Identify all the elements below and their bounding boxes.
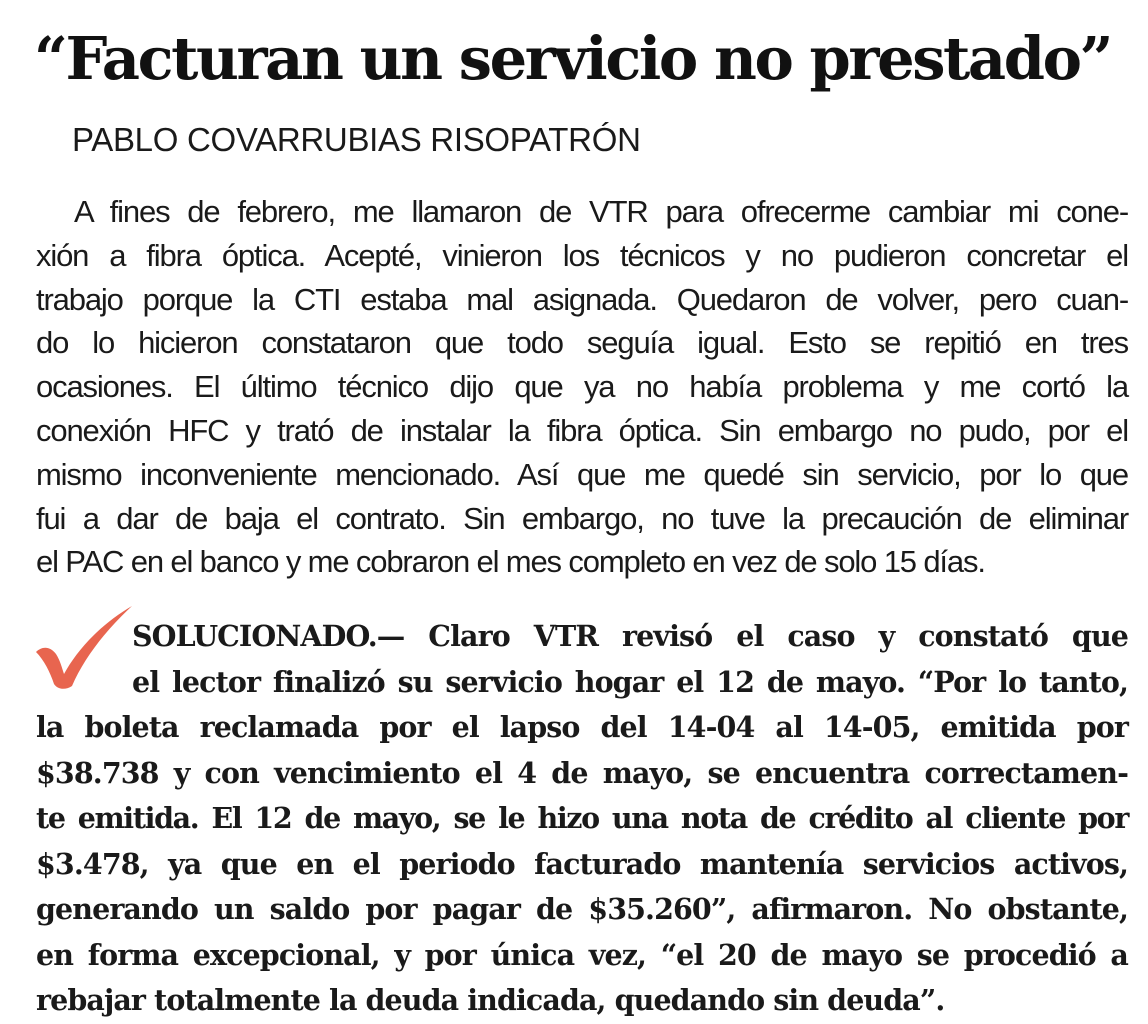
letter-line: conexión HFC y trató de instalar la fibra óptica. Sin embargo no pudo, por el [36,412,1128,448]
response-line: en forma excepcional, y por única vez, “el 20 de mayo se procedió a [36,937,1128,972]
letter-line: xión a fibra óptica. Acepté, vinieron los técnicos y no pudieron concretar el [36,237,1128,273]
letter-line: do lo hicieron constataron que todo seguía igual. Esto se repitió en tres [36,325,1128,361]
response-line: SOLUCIONADO.— Claro VTR revisó el caso y constató que [132,619,1128,653]
company-response [36,614,1128,1024]
reader-letter [36,190,1128,584]
byline: PABLO COVARRUBIAS RISOPATRÓN [72,121,641,158]
response-line: te emitida. El 12 de mayo, se le hizo una nota de crédito al cliente por [36,801,1128,835]
response-line: $38.738 y con vencimiento el 4 de mayo, se encuentra correctamen- [36,755,1128,790]
letter-line: mismo inconveniente mencionado. Así que me quedé sin servicio, por lo que [36,456,1128,492]
letter-line: A fines de febrero, me llamaron de VTR para ofrecerme cambiar mi cone- [74,194,1128,229]
response-line: generando un saldo por pagar de $35.260”, afirmaron. No obstante, [36,892,1128,926]
response-line: $3.478, ya que en el periodo facturado mantenía servicios activos, [36,846,1128,881]
letter-line: fui a dar de baja el contrato. Sin embargo, no tuve la precaución de eliminar [36,500,1128,536]
response-line: la boleta reclamada por el lapso del 14-04 al 14-05, emitida por [36,710,1128,744]
letter-line: trabajo porque la CTI estaba mal asignada. Quedaron de volver, pero cuan- [36,281,1128,317]
response-line: el lector finalizó su servicio hogar el 12 de mayo. “Por lo tanto, [132,664,1128,699]
letter-line: el PAC en el banco y me cobraron el mes completo en vez de solo 15 días. [36,544,985,580]
response-line: rebajar totalmente la deuda indicada, quedando sin deuda”. [36,983,945,1017]
headline: “Facturan un servicio no prestado” [34,24,1112,93]
letter-line: ocasiones. El último técnico dijo que ya no había problema y me cortó la [36,369,1128,405]
